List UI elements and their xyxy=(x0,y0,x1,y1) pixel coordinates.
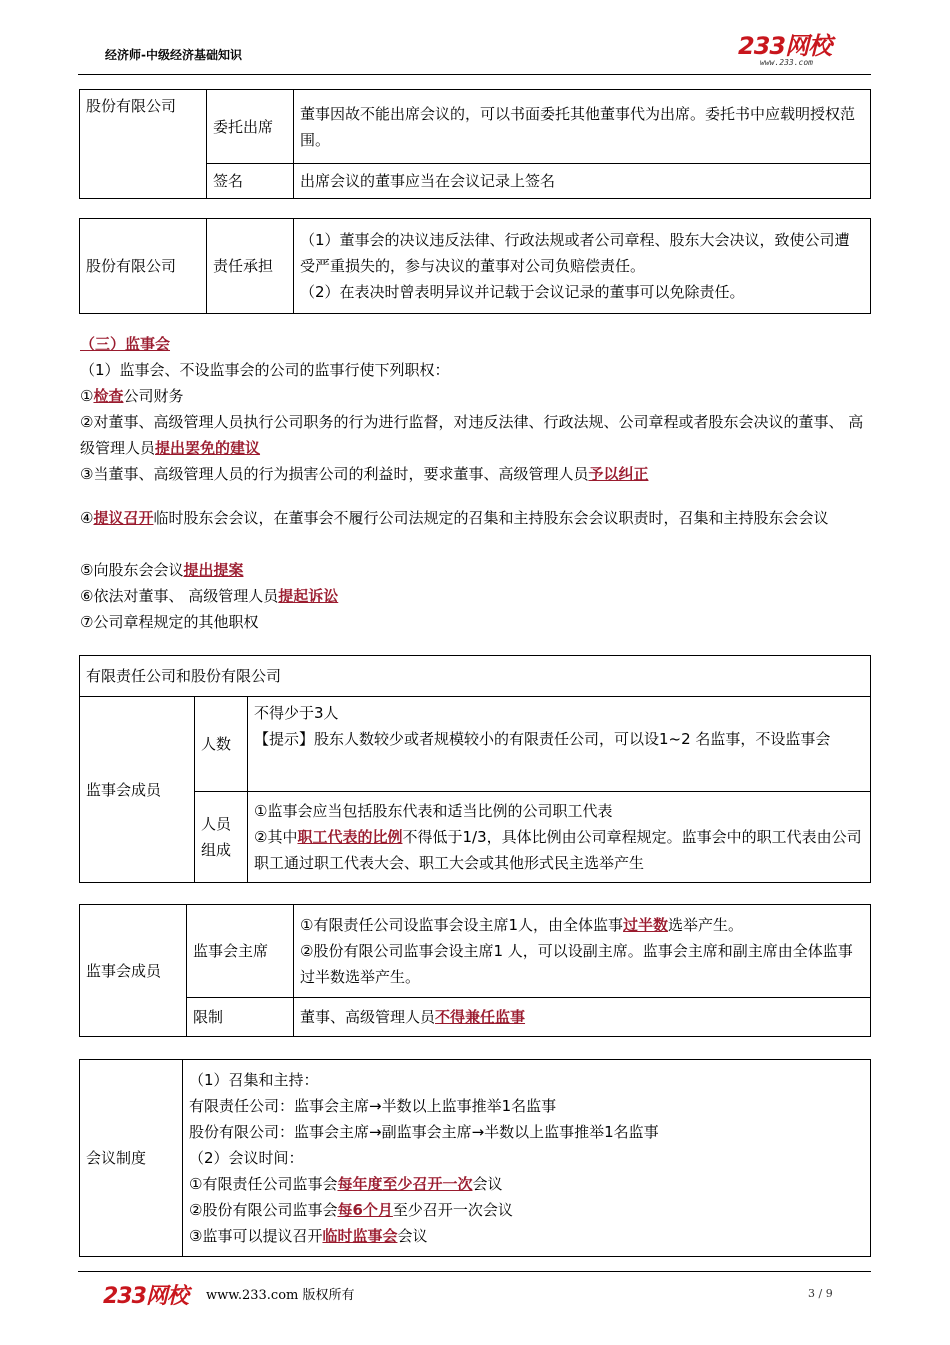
list-item: ②对董事、高级管理人员执行公司职务的行为进行监督，对违反法律、行政法规、公司章程或者股东会决议的董事、 高级管理人员提出罢免的建议 xyxy=(80,413,864,457)
header-divider xyxy=(78,74,871,75)
table-supervisor-members xyxy=(79,655,871,883)
footer-divider xyxy=(78,1271,871,1272)
list-item: ④提议召开临时股东会会议，在董事会不履行公司法规定的召集和主持股东会会议职责时，召集和主持股东会会议 xyxy=(80,509,829,527)
table-cell: 不得少于3人 【提示】股东人数较少或者规模较小的有限责任公司，可以设1~2 名监事，不设监事会 xyxy=(248,697,871,792)
table-board-attendance xyxy=(79,89,871,199)
table-cell: 会议制度 xyxy=(80,1060,183,1257)
table-meeting-system xyxy=(79,1059,871,1257)
page-number: 3 / 9 xyxy=(808,1287,833,1300)
list-item: ⑦公司章程规定的其他职权 xyxy=(80,613,259,631)
table-cell: 监事会主席 xyxy=(187,905,294,998)
table-cell: （1）召集和主持： 有限责任公司：监事会主席→半数以上监事推举1名监事 股份有限公司：监事会主席→副监事会主席→半数以上监事推举1名监事 （2）会议时间： ①有限责任公司监事会每年度至少召开一次会议 ②股份有限公司监事会每6个月至少召开一次会议 ③监事可以提议召开临时监事会会议 xyxy=(183,1060,871,1257)
table-cell: 责任承担 xyxy=(207,219,294,314)
list-item: ①检查公司财务 xyxy=(80,387,184,405)
table-cell: 董事、高级管理人员不得兼任监事 xyxy=(294,998,871,1037)
table-cell: 监事会成员 xyxy=(80,697,195,883)
table-header-cell: 有限责任公司和股份有限公司 xyxy=(80,656,871,697)
document-header-title: 经济师-中级经济基础知识 xyxy=(105,48,242,62)
table-director-liability xyxy=(79,218,871,314)
table-cell: 委托出席 xyxy=(207,90,294,164)
table-cell: 人员组成 xyxy=(195,792,248,883)
list-item: ⑥依法对董事、 高级管理人员提起诉讼 xyxy=(80,587,339,605)
table-cell: 监事会成员 xyxy=(80,905,187,1037)
table-cell: 股份有限公司 xyxy=(80,90,207,199)
table-cell: （1）董事会的决议违反法律、行政法规或者公司章程、股东大会决议，致使公司遭受严重损失的，参与决议的董事对公司负赔偿责任。 （2）在表决时曾表明异议并记载于会议记录的董事可以免除责任。 xyxy=(294,219,871,314)
table-cell: 出席会议的董事应当在会议记录上签名 xyxy=(294,164,871,199)
table-cell: 限制 xyxy=(187,998,294,1037)
table-cell: ①监事会应当包括股东代表和适当比例的公司职工代表 ②其中职工代表的比例不得低于1/3，具体比例由公司章程规定。监事会中的职工代表由公司职工通过职工代表大会、职工大会或其他形式民主选举产生 xyxy=(248,792,871,883)
table-supervisor-chair xyxy=(79,904,871,1037)
list-item: ⑤向股东会会议提出提案 xyxy=(80,561,244,579)
section-heading: （三）监事会 xyxy=(80,335,171,353)
footer-copyright: www.233.com 版权所有 xyxy=(206,1288,355,1303)
paragraph: （1）监事会、不设监事会的公司的监事行使下列职权： xyxy=(80,361,450,379)
list-item: ③当董事、高级管理人员的行为损害公司的利益时，要求董事、高级管理人员予以纠正 xyxy=(80,465,649,483)
table-cell: ①有限责任公司设监事会设主席1人，由全体监事过半数选举产生。 ②股份有限公司监事会设主席1 人，可以设副主席。监事会主席和副主席由全体监事过半数选举产生。 xyxy=(294,905,871,998)
footer-logo: 233网校 xyxy=(103,1284,188,1309)
table-cell: 股份有限公司 xyxy=(80,219,207,314)
brand-logo: 233网校 www.233.com xyxy=(738,32,832,67)
table-cell: 签名 xyxy=(207,164,294,199)
table-cell: 人数 xyxy=(195,697,248,792)
table-cell: 董事因故不能出席会议的，可以书面委托其他董事代为出席。委托书中应载明授权范围。 xyxy=(294,90,871,164)
